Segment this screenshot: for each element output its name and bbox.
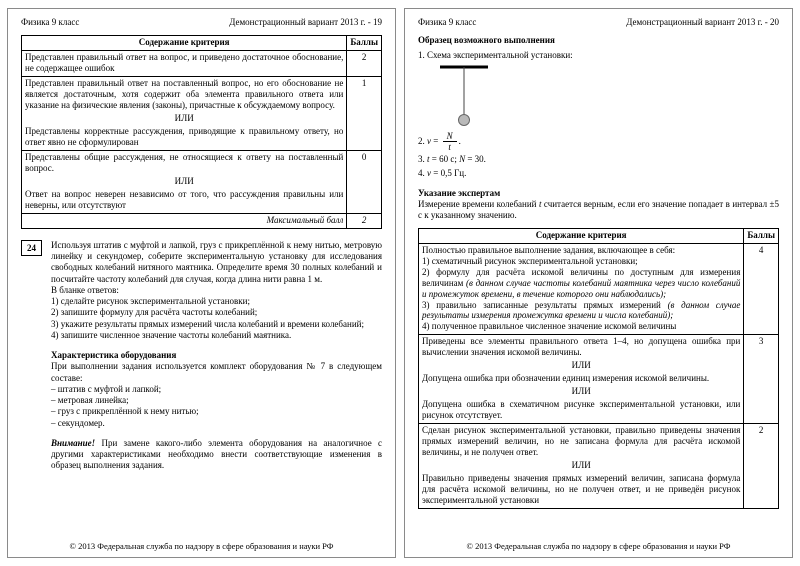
- criteria-table: [418, 228, 779, 509]
- criteria-header-score: Баллы: [744, 228, 779, 243]
- equipment-list: [51, 384, 382, 429]
- page-footer: © 2013 Федеральная служба по надзору в сфере образования и науки РФ: [466, 541, 731, 552]
- criteria-paragraph: ИЛИ: [571, 360, 591, 371]
- header-subject: Физика 9 класс: [21, 17, 80, 27]
- criteria-score-cell: 2: [347, 213, 382, 228]
- criteria-paragraph: ИЛИ: [174, 113, 194, 124]
- pendulum-bob: [459, 114, 470, 125]
- criteria-paragraph: ИЛИ: [571, 386, 591, 397]
- formula-frequency: [418, 131, 779, 153]
- text-run: 3) правильно записанные результаты прямых измерений: [422, 299, 668, 310]
- text-run: = 60 с;: [429, 154, 460, 165]
- criteria-paragraph: Представлены общие рассуждения, не относящиеся к ответу на поставленный вопрос.: [25, 151, 344, 173]
- page-19: [7, 8, 396, 558]
- text-run: t: [538, 199, 542, 210]
- criteria-paragraph: ИЛИ: [174, 175, 194, 186]
- criteria-text-cell: [419, 335, 744, 424]
- criteria-row: [22, 213, 382, 228]
- criteria-text-cell: [22, 51, 347, 77]
- sample-solution-title: Образец возможного выполнения: [418, 35, 555, 46]
- text-run: N: [459, 154, 466, 165]
- header-variant: Демонстрационный вариант 2013 г. - 19: [229, 17, 382, 27]
- text-run: = 30.: [465, 154, 486, 165]
- page-header: [21, 17, 382, 28]
- text-run: =: [431, 135, 441, 146]
- criteria-paragraph: Правильно приведены значения прямых измерений величин, записана формула для расчёта искомой величины, но не получен ответ, и не приведён рисунок экспериментальной установки: [422, 473, 741, 505]
- criteria-score-cell: 0: [347, 150, 382, 213]
- task-body: [51, 240, 382, 472]
- criteria-paragraph: Приведены все элементы правильного ответа 1–4, но допущена ошибка при вычислении значения искомой величины.: [422, 336, 741, 358]
- criteria-paragraph: Допущена ошибка в схематичном рисунке экспериментальной установки, или рисунок отсутствует.: [422, 399, 741, 421]
- task-steps-list: [51, 296, 382, 341]
- list-item: 1) сделайте рисунок экспериментальной установки;: [51, 296, 250, 307]
- criteria-row: [419, 335, 779, 424]
- list-item: 3) укажите результаты прямых измерений числа колебаний и времени колебаний;: [51, 318, 364, 329]
- criteria-score-cell: 4: [744, 243, 779, 335]
- header-subject: Физика 9 класс: [418, 17, 477, 27]
- list-item: – штатив с муфтой и лапкой;: [51, 383, 162, 394]
- criteria-table: [21, 35, 382, 229]
- criteria-header-content: Содержание критерия: [22, 36, 347, 51]
- list-item: – груз с прикреплённой к нему нитью;: [51, 406, 199, 417]
- page-footer: © 2013 Федеральная служба по надзору в сфере образования и науки РФ: [69, 541, 334, 552]
- criteria-paragraph: Представлены корректные рассуждения, приводящие к правильному ответу, но ответ явно не сформулирован: [25, 126, 344, 147]
- criteria-score-cell: 2: [744, 424, 779, 509]
- result-line: [418, 168, 779, 179]
- criteria-row: [22, 77, 382, 151]
- page-header: [418, 17, 779, 28]
- text-run: 2) формулу для расчёта искомой величины по доступным для измерения величинам: [422, 266, 741, 288]
- task-24: [21, 240, 382, 472]
- criteria-row: [419, 424, 779, 509]
- criteria-paragraph: Ответ на вопрос неверен независимо от того, что рассуждения правильны или неверны, или отсутствуют: [25, 188, 344, 210]
- fraction-numerator: N: [443, 131, 457, 142]
- text-run: Внимание!: [51, 437, 96, 448]
- task-text: Используя штатив с муфтой и лапкой, груз с прикреплённой к нему нитью, метровую линейку и секундомер, соберите экспериментальную установку для исследования свободных колебаний нитяного маятника. Определите время 30 полных колебаний и посчитайте частоту колебаний для случая, когда длина нити равна 1 м.: [51, 239, 382, 284]
- text-run: Измерение времени колебаний: [418, 199, 539, 210]
- criteria-table-body: [22, 51, 382, 229]
- text-run: t: [427, 154, 430, 165]
- criteria-header-row: [22, 36, 382, 51]
- header-variant: Демонстрационный вариант 2013 г. - 20: [626, 17, 779, 27]
- criteria-row: [22, 150, 382, 213]
- criteria-row: [22, 51, 382, 77]
- criteria-paragraph: Допущена ошибка при обозначении единиц измерения искомой величины.: [422, 373, 710, 384]
- list-item: – метровая линейка;: [51, 395, 129, 406]
- criteria-score-cell: 1: [347, 77, 382, 151]
- equipment-intro: При выполнении задания используется комплект оборудования № 7 в следующем составе:: [51, 361, 382, 383]
- text-run: ν: [427, 135, 431, 146]
- criteria-paragraph: 4) полученное правильное численное значение искомой величины: [422, 321, 677, 332]
- criteria-row: [419, 243, 779, 335]
- page-20: [404, 8, 793, 558]
- list-item: – секундомер.: [51, 417, 105, 428]
- criteria-text-cell: [22, 213, 347, 228]
- criteria-header-row: [419, 228, 779, 243]
- criteria-paragraph: Представлен правильный ответ на вопрос, и приведено достаточное обоснование, не содержащее ошибок: [25, 52, 344, 74]
- criteria-score-cell: 2: [347, 51, 382, 77]
- text-run: (в данном случае частоты колебаний маятника через число колебаний и промежуток времени, в течение которого они наблюдались);: [422, 277, 741, 299]
- criteria-paragraph: Полностью правильное выполнение задания, включающее в себя:: [422, 244, 676, 255]
- criteria-paragraph: 1) схематичный рисунок экспериментальной установки;: [422, 255, 638, 266]
- fraction-denominator: t: [448, 142, 451, 153]
- list-item: 4) запишите численное значение частоты колебаний маятника.: [51, 329, 292, 340]
- text-run: ν: [427, 167, 431, 178]
- pendulum-diagram: [434, 63, 504, 129]
- text-run: 2.: [418, 135, 427, 146]
- criteria-paragraph: [422, 300, 740, 322]
- criteria-text-cell: [22, 77, 347, 151]
- criteria-paragraph: ИЛИ: [571, 460, 591, 471]
- scheme-line: 1. Схема экспериментальной установки:: [418, 49, 573, 60]
- criteria-paragraph: Представлен правильный ответ на поставленный вопрос, но его обоснование не является достаточным, хотя содержит оба элемента правильного ответа или указание на физические явления (законы), причастные к обсуждаемому вопросу.: [25, 78, 344, 111]
- criteria-text-cell: [419, 424, 744, 509]
- criteria-text-cell: [419, 243, 744, 335]
- equipment-title: Характеристика оборудования: [51, 350, 177, 361]
- experts-title: Указание экспертам: [418, 187, 501, 198]
- criteria-table-body: [419, 243, 779, 508]
- experts-paragraph: [418, 199, 779, 222]
- text-run: считается верным, если его значение попадает в интервал ±5 с к указанному значению.: [418, 199, 779, 221]
- task-blank-intro: В бланке ответов:: [51, 284, 119, 295]
- text-run: 4.: [418, 167, 427, 178]
- criteria-paragraph: Сделан рисунок экспериментальной установки, правильно приведены значения прямых измерений величин, но не записана формула для расчёта искомой величины, и не получен ответ.: [422, 425, 741, 458]
- text-run: При замене какого-либо элемента оборудования на аналогичное с другими характеристиками необходимо внести соответствующие изменения в образец выполнения задания.: [51, 437, 382, 471]
- criteria-paragraph: Максимальный балл: [266, 214, 344, 225]
- text-run: (в данном случае результаты измерения промежутка времени и числа колебаний);: [422, 299, 741, 321]
- task-number-box: 24: [21, 240, 42, 256]
- text-run: 3.: [418, 154, 427, 165]
- criteria-paragraph: [422, 267, 740, 300]
- measurement-values-line: [418, 154, 779, 165]
- criteria-header-content: Содержание критерия: [419, 228, 744, 243]
- attention-paragraph: [51, 438, 382, 472]
- formula-suffix: .: [458, 135, 461, 146]
- criteria-text-cell: [22, 150, 347, 213]
- criteria-header-score: Баллы: [347, 36, 382, 51]
- formula-prefix: [418, 136, 441, 146]
- criteria-score-cell: 3: [744, 335, 779, 424]
- list-item: 2) запишите формулу для расчёта частоты колебаний;: [51, 307, 258, 318]
- text-run: = 0,5 Гц.: [431, 167, 467, 178]
- fraction: [443, 131, 457, 153]
